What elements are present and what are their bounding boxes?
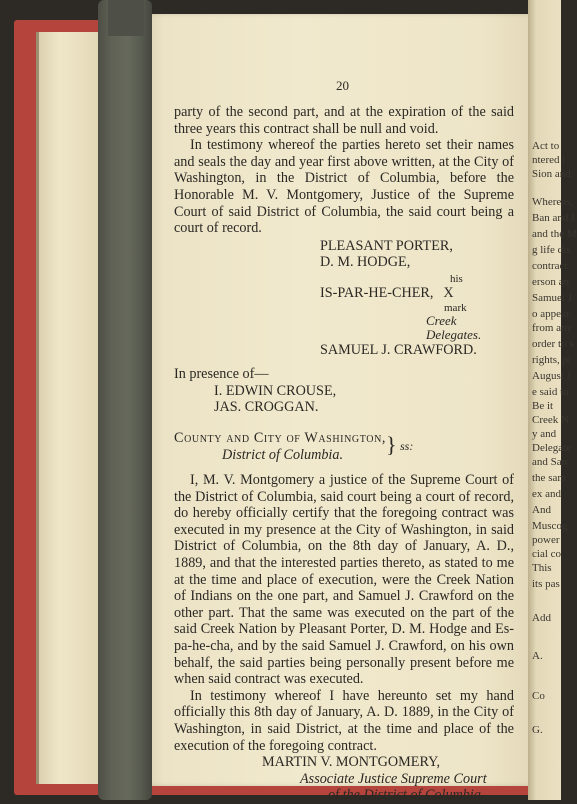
facing-page-fragment: ntered i	[532, 154, 566, 166]
facing-page-fragment: from any	[532, 322, 573, 334]
page-text	[174, 104, 514, 804]
facing-page-fragment: and San	[532, 456, 568, 468]
facing-page-fragment: o appear	[532, 308, 570, 320]
closing-block	[174, 754, 514, 804]
facing-page-fragment: G.	[532, 724, 543, 736]
facing-page-fragment: contract	[532, 260, 568, 272]
signatory-hodge: D. M. HODGE,	[320, 254, 411, 271]
facing-page-fragment: Be it	[532, 400, 554, 412]
facing-page-fragment: order to s	[532, 338, 574, 350]
bookmark-ribbon	[98, 0, 152, 800]
facing-page-fragment: the sam	[532, 472, 566, 484]
justice-title-1: Associate Justice Supreme Court	[300, 770, 487, 787]
facing-page-fragment: This	[532, 562, 552, 574]
facing-page-fragment: power	[532, 534, 560, 546]
facing-page-fragment: Whereas,	[532, 196, 574, 208]
facing-page-fragment: e said to	[532, 386, 569, 398]
mark-x: X	[443, 284, 454, 301]
venue-block	[174, 430, 514, 463]
mark-his: his	[450, 272, 463, 285]
facing-page	[528, 0, 577, 800]
testimony-paragraph-2: In testimony whereof I have hereunto set my hand officially this 8th day of January, A. D. 1889, in the City of Washington, in said District, at the time and place of the execution of the foregoing contract.	[174, 687, 514, 754]
signatory-isparhecher	[174, 285, 514, 302]
witness-croggan: JAS. CROGGAN.	[214, 399, 319, 416]
facing-page-fragment: Samuel J	[532, 292, 573, 304]
page-number: 20	[336, 78, 349, 93]
facing-page-fragment: and the M	[532, 228, 577, 240]
facing-page-fragment: g life dis	[532, 244, 571, 256]
justice-name: MARTIN V. MONTGOMERY,	[262, 754, 441, 771]
testimony-paragraph: In testimony whereof the parties hereto set their names and seals the day and year first above written, at the City of Washington, in the District of Columbia, before the Honorable M. V. Montgomery, Justice of the Supreme Court of said District of Columbia, the said court being a court of record.	[174, 137, 514, 237]
facing-page-fragment: y and	[532, 428, 557, 440]
facing-page-fragment: August 1	[532, 370, 573, 382]
facing-page-fragment: Muscog	[532, 520, 568, 532]
signatory-porter: PLEASANT PORTER,	[320, 237, 453, 254]
signatory-crawford: SAMUEL J. CRAWFORD.	[320, 341, 477, 358]
facing-page-fragment: erson an	[532, 276, 569, 288]
facing-page-fragment: A.	[532, 650, 543, 662]
mark-label: mark	[444, 301, 467, 314]
venue-ss: ss:	[400, 438, 414, 453]
presence-label: In presence of—	[174, 366, 269, 383]
facing-page-fragment: Delegate	[532, 442, 572, 454]
facing-page-fragment: Ban and I	[532, 212, 575, 224]
venue-brace: }	[386, 431, 397, 457]
signatory-isparhecher-name: IS-PAR-HE-CHER,	[320, 284, 434, 301]
facing-page-fragment: rights, pi	[532, 354, 572, 366]
certificate-paragraph: I, M. V. Montgomery a justice of the Supreme Court of the District of Columbia, said court being a court of record, do hereby officially certify that the foregoing contract was executed in my presence at the City of Washington, in said District of Columbia, on the 8th day of January, A. D., 1889, and that the interested parties thereto, as stated to me at the time and place of execution, were the Creek Nation of Indians on the one part, and Samuel J. Crawford on the other part. That the same was executed on the part of the said Creek Nation by Pleasant Porter, D. M. Hodge and Es-pa-he-cha, and by the said Samuel J. Crawford, on his own behalf, the said parties being personally present before me when said contract was executed.	[174, 472, 514, 688]
left-page-edge	[36, 32, 39, 784]
facing-page-fragment: Act to	[532, 140, 560, 152]
facing-page-fragment: Add	[532, 612, 551, 624]
bookmark-ribbon-top	[108, 0, 144, 36]
venue-county: County and City of Washington,	[174, 429, 387, 446]
facing-page-fragment: Co	[532, 690, 545, 702]
facing-page-fragment: ex and	[532, 488, 562, 500]
creek-delegates-label: Creek Delegates.	[426, 312, 482, 342]
presence-block	[174, 366, 514, 416]
justice-title-2: of the District of Columbia.	[328, 787, 485, 804]
facing-page-fragment: Sion and	[532, 168, 571, 180]
facing-page-fragment: And	[532, 504, 551, 516]
opening-paragraph: party of the second part, and at the expiration of the said three years this contract shall be null and void.	[174, 104, 514, 137]
signature-block	[174, 238, 514, 358]
facing-page-fragment: cial co	[532, 548, 562, 560]
venue-district: District of Columbia.	[222, 446, 343, 463]
witness-crouse: I. EDWIN CROUSE,	[214, 382, 337, 399]
facing-page-fragment: its pas	[532, 578, 560, 590]
facing-page-fragment: Creek N	[532, 414, 569, 426]
